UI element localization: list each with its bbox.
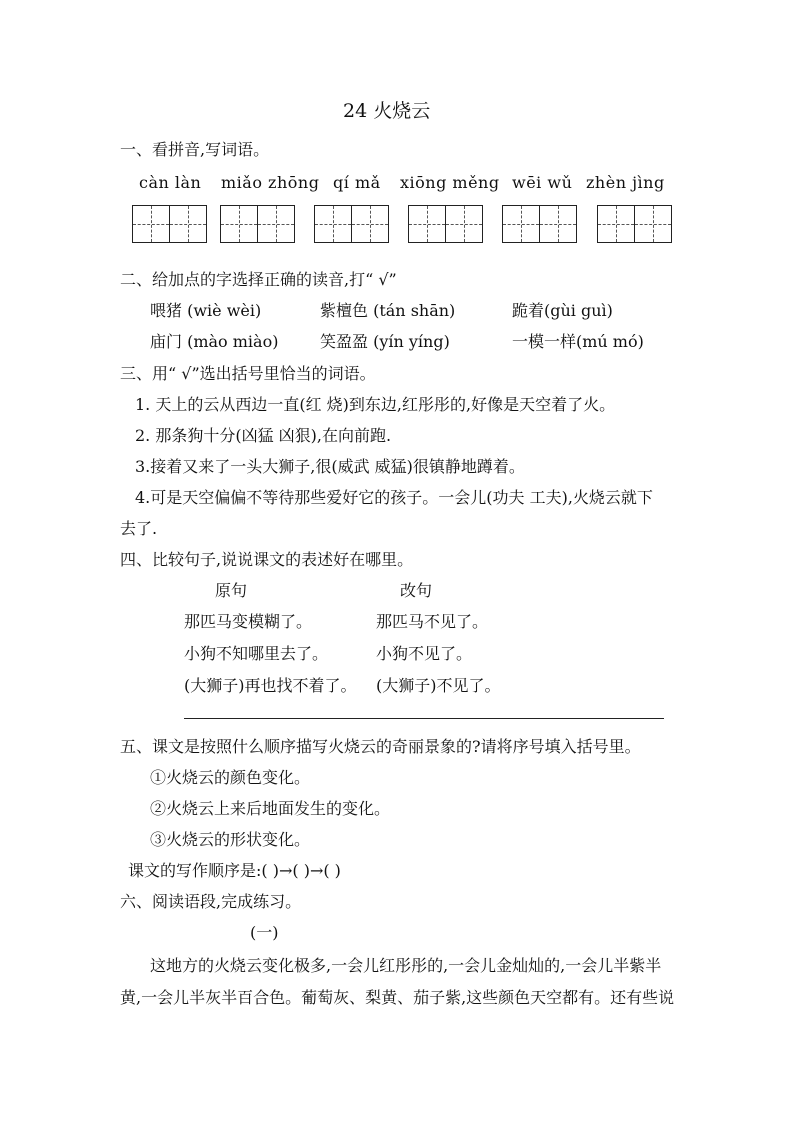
writing-grid-6[interactable] xyxy=(597,205,671,243)
pinyin-2: miǎo zhōng xyxy=(221,173,320,192)
order-answer-line[interactable]: 课文的写作顺序是:( )→( )→( ) xyxy=(128,861,341,880)
reading-item-3[interactable]: 跪着(gùi guì) xyxy=(512,301,613,320)
section-4-heading: 四、比较句子,说说课文的表述好在哪里。 xyxy=(120,550,414,569)
choice-sentence-4-cont: 去了. xyxy=(120,519,158,538)
pinyin-3: qí mǎ xyxy=(333,173,381,192)
writing-grid-1[interactable] xyxy=(132,205,206,243)
choice-sentence-3[interactable]: 3.接着又来了一头大狮子,很(威武 威猛)很镇静地蹲着。 xyxy=(135,457,525,476)
pinyin-5: wēi wǔ xyxy=(512,173,573,192)
pinyin-1: càn làn xyxy=(139,173,202,192)
original-sentence-2: 小狗不知哪里去了。 xyxy=(184,644,329,663)
choice-sentence-2[interactable]: 2. 那条狗十分(凶猛 凶狠),在向前跑. xyxy=(135,426,392,445)
writing-grid-5[interactable] xyxy=(502,205,576,243)
section-6-heading: 六、阅读语段,完成练习。 xyxy=(120,892,302,911)
passage-number: (一) xyxy=(250,923,279,942)
reading-item-5[interactable]: 笑盈盈 (yín yíng) xyxy=(320,332,450,351)
reading-item-1[interactable]: 喂猪 (wiè wèi) xyxy=(150,301,262,320)
choice-sentence-1[interactable]: 1. 天上的云从西边一直(红 烧)到东边,红彤彤的,好像是天空着了火。 xyxy=(135,395,616,414)
revised-sentence-3: (大狮子)不见了。 xyxy=(376,676,501,695)
section-2-heading: 二、给加点的字选择正确的读音,打“ √” xyxy=(120,270,397,289)
original-sentence-3: (大狮子)再也找不着了。 xyxy=(184,676,357,695)
reading-item-4[interactable]: 庙门 (mào miào) xyxy=(150,332,279,351)
writing-grid-3[interactable] xyxy=(314,205,388,243)
reading-item-2[interactable]: 紫檀色 (tán shān) xyxy=(320,301,456,320)
revised-sentence-1: 那匹马不见了。 xyxy=(376,612,489,631)
section-3-heading: 三、用“ √”选出括号里恰当的词语。 xyxy=(120,364,376,383)
section-5-heading: 五、课文是按照什么顺序描写火烧云的奇丽景象的?请将序号填入括号里。 xyxy=(120,737,641,756)
answer-line[interactable] xyxy=(184,718,664,719)
page-title: 24 火烧云 xyxy=(343,100,431,122)
pinyin-4: xiōng měng xyxy=(400,173,500,192)
passage-line-2: 黄,一会儿半灰半百合色。葡萄灰、梨黄、茄子紫,这些颜色天空都有。还有些说 xyxy=(120,988,675,1007)
col-original-header: 原句 xyxy=(215,581,248,600)
reading-item-6[interactable]: 一模一样(mú mó) xyxy=(512,332,644,351)
pinyin-6: zhèn jìng xyxy=(586,173,665,192)
col-revised-header: 改句 xyxy=(400,581,433,600)
order-option-3: ③火烧云的形状变化。 xyxy=(150,830,311,849)
order-option-1: ①火烧云的颜色变化。 xyxy=(150,768,311,787)
passage-line-1: 这地方的火烧云变化极多,一会儿红彤彤的,一会儿金灿灿的,一会儿半紫半 xyxy=(150,956,662,975)
original-sentence-1: 那匹马变模糊了。 xyxy=(184,612,313,631)
revised-sentence-2: 小狗不见了。 xyxy=(376,644,473,663)
choice-sentence-4[interactable]: 4.可是天空偏偏不等待那些爱好它的孩子。一会儿(功夫 工夫),火烧云就下 xyxy=(135,488,653,507)
section-1-heading: 一、看拼音,写词语。 xyxy=(120,140,270,159)
order-option-2: ②火烧云上来后地面发生的变化。 xyxy=(150,799,391,818)
writing-grid-2[interactable] xyxy=(220,205,294,243)
writing-grid-4[interactable] xyxy=(408,205,482,243)
